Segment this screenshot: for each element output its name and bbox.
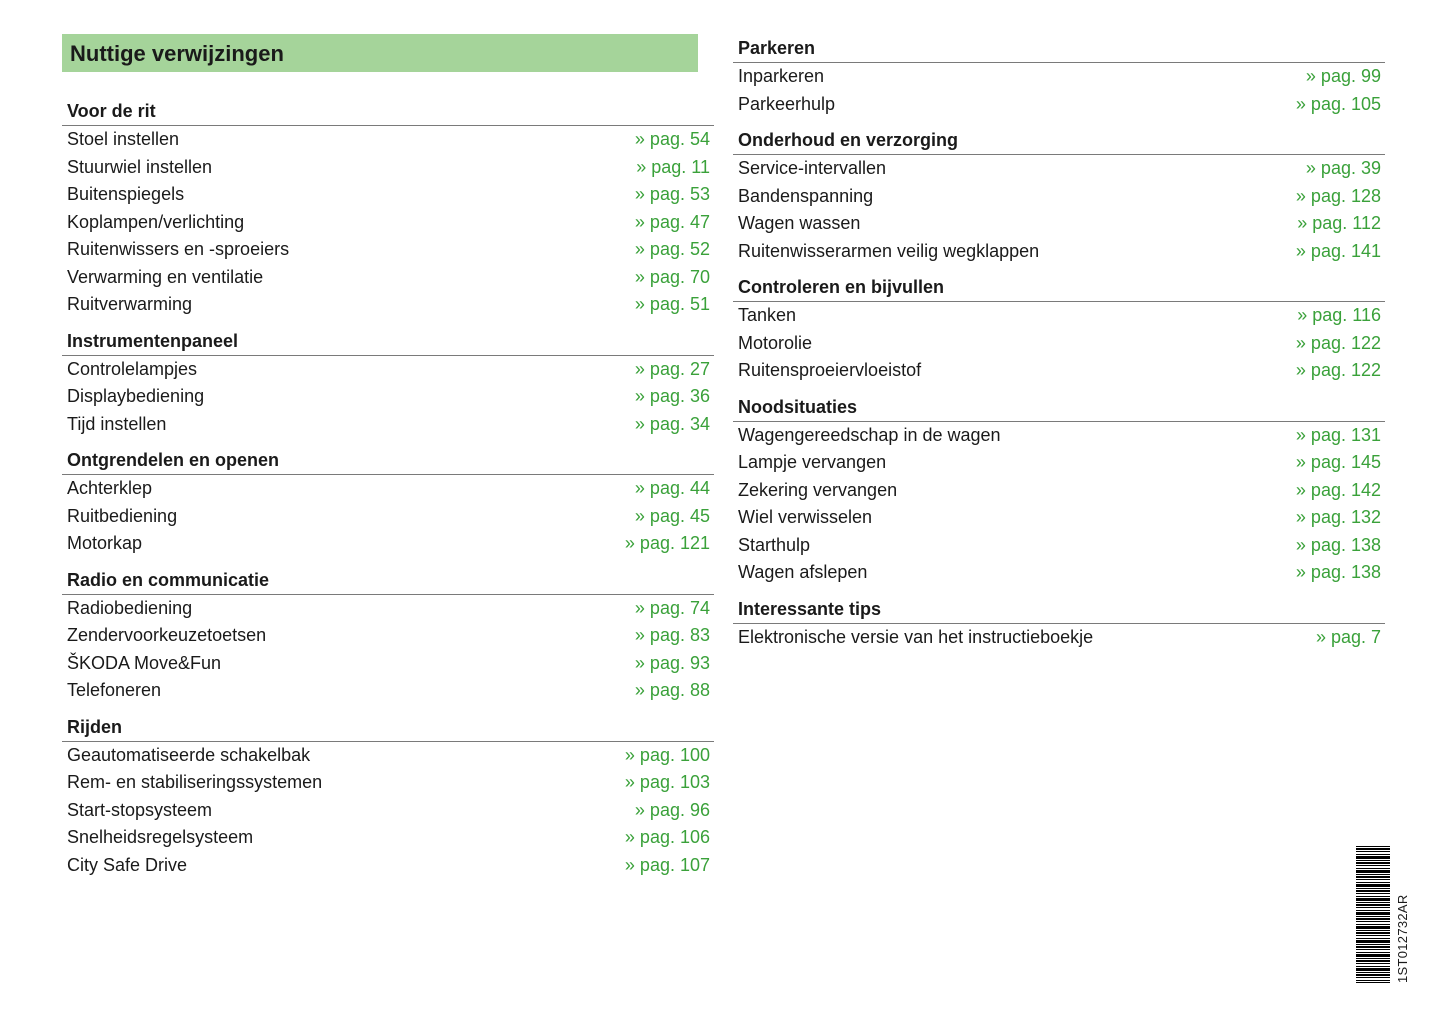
row-label: Lampje vervangen (738, 452, 887, 472)
reference-row[interactable] (62, 530, 714, 558)
reference-row[interactable] (62, 209, 714, 237)
page-reference-link[interactable]: » pag. 36 (634, 386, 710, 406)
reference-row[interactable] (733, 532, 1385, 560)
page-reference-link[interactable]: » pag. 103 (624, 772, 710, 792)
reference-row[interactable] (733, 422, 1385, 450)
section (62, 96, 714, 319)
page-reference-link[interactable]: » pag. 132 (1295, 507, 1381, 527)
page-reference-link[interactable]: » pag. 116 (1297, 305, 1381, 325)
section-heading: Controleren en bijvullen (733, 272, 1385, 302)
reference-row[interactable] (62, 742, 714, 770)
right-column (733, 33, 1385, 658)
row-label: Wagengereedschap in de wagen (738, 424, 1001, 445)
reference-row[interactable] (62, 824, 714, 852)
section (733, 33, 1385, 118)
section-heading: Ontgrendelen en openen (62, 445, 714, 475)
reference-row[interactable] (733, 477, 1385, 505)
row-label: Stoel instellen (67, 129, 180, 149)
page-reference-link[interactable]: » pag. 34 (634, 413, 710, 434)
page-reference-link[interactable]: » pag. 138 (1295, 534, 1381, 555)
page-reference-link[interactable]: » pag. 11 (636, 156, 710, 177)
row-label: Tanken (738, 305, 797, 325)
reference-row[interactable] (62, 595, 714, 623)
reference-row[interactable] (733, 624, 1385, 652)
page-reference-link[interactable]: » pag. 27 (634, 358, 710, 379)
page-reference-link[interactable]: » pag. 96 (634, 799, 710, 820)
reference-row[interactable] (733, 302, 1385, 330)
page-reference-link[interactable]: » pag. 88 (634, 680, 710, 700)
left-column (62, 96, 714, 886)
row-label: Wiel verwisselen (738, 507, 873, 527)
row-label: Achterklep (67, 478, 153, 498)
row-label: Radiobediening (67, 597, 193, 618)
page-reference-link[interactable]: » pag. 53 (634, 184, 710, 204)
reference-row[interactable] (62, 650, 714, 678)
row-label: Wagen afslepen (738, 562, 868, 582)
reference-row[interactable] (733, 330, 1385, 358)
section (62, 445, 714, 558)
reference-row[interactable] (62, 383, 714, 411)
reference-row[interactable] (62, 475, 714, 503)
reference-row[interactable] (733, 63, 1385, 91)
reference-row[interactable] (733, 357, 1385, 385)
page-reference-link[interactable]: » pag. 128 (1295, 185, 1381, 206)
page-reference-link[interactable]: » pag. 122 (1295, 332, 1381, 353)
row-label: Bandenspanning (738, 185, 874, 206)
section-heading: Noodsituaties (733, 392, 1385, 422)
section-heading: Rijden (62, 712, 714, 742)
page-reference-link[interactable]: » pag. 131 (1295, 424, 1381, 445)
row-label: Telefoneren (67, 680, 162, 700)
reference-row[interactable] (62, 236, 714, 264)
section (733, 272, 1385, 385)
page-title: Nuttige verwijzingen (62, 34, 698, 72)
page-reference-link[interactable]: » pag. 70 (634, 266, 710, 287)
page-reference-link[interactable]: » pag. 107 (624, 854, 710, 875)
section-heading: Instrumentenpaneel (62, 326, 714, 356)
row-label: Zendervoorkeuzetoetsen (67, 625, 267, 645)
reference-row[interactable] (733, 183, 1385, 211)
section (62, 712, 714, 880)
row-label: Parkeerhulp (738, 93, 836, 114)
reference-row[interactable] (62, 503, 714, 531)
page-reference-link[interactable]: » pag. 54 (634, 129, 710, 149)
row-label: Service-intervallen (738, 158, 887, 178)
section (733, 594, 1385, 652)
page-reference-link[interactable]: » pag. 39 (1305, 158, 1381, 178)
page-reference-link[interactable]: » pag. 45 (634, 505, 710, 526)
page-reference-link[interactable]: » pag. 138 (1295, 562, 1381, 582)
row-label: Snelheidsregelsysteem (67, 827, 254, 847)
page-reference-link[interactable]: » pag. 7 (1315, 626, 1381, 647)
section (62, 565, 714, 705)
row-label: Displaybediening (67, 386, 205, 406)
row-label: Rem- en stabiliseringssystemen (67, 772, 323, 792)
page-reference-link[interactable]: » pag. 93 (634, 652, 710, 673)
section (733, 125, 1385, 265)
page-reference-link[interactable]: » pag. 52 (634, 239, 710, 259)
row-label: Controlelampjes (67, 358, 198, 379)
section-heading: Interessante tips (733, 594, 1385, 624)
row-label: Wagen wassen (738, 213, 861, 233)
page-reference-link[interactable]: » pag. 112 (1297, 213, 1381, 233)
row-label: Tijd instellen (67, 413, 167, 434)
page-reference-link[interactable]: » pag. 44 (634, 478, 710, 498)
reference-row[interactable] (62, 154, 714, 182)
page-reference-link[interactable]: » pag. 51 (634, 294, 710, 314)
section-heading: Parkeren (733, 33, 1385, 63)
page-reference-link[interactable]: » pag. 74 (634, 597, 710, 618)
row-label: Ruitenwisserarmen veilig wegklappen (738, 240, 1040, 261)
row-label: Ruitensproeiervloeistof (738, 360, 922, 380)
page-reference-link[interactable]: » pag. 100 (624, 744, 710, 765)
page-reference-link[interactable]: » pag. 105 (1295, 93, 1381, 114)
row-label: Geautomatiseerde schakelbak (67, 744, 311, 765)
row-label: Verwarming en ventilatie (67, 266, 264, 287)
row-label: Ruitbediening (67, 505, 178, 526)
reference-row[interactable] (62, 181, 714, 209)
row-label: Koplampen/verlichting (67, 211, 245, 232)
reference-row[interactable] (733, 155, 1385, 183)
page-reference-link[interactable]: » pag. 122 (1295, 360, 1381, 380)
row-label: City Safe Drive (67, 854, 188, 875)
page-reference-link[interactable]: » pag. 145 (1295, 452, 1381, 472)
row-label: Stuurwiel instellen (67, 156, 213, 177)
reference-row[interactable] (62, 769, 714, 797)
reference-row[interactable] (733, 238, 1385, 266)
page-reference-link[interactable]: » pag. 121 (624, 533, 710, 553)
page-reference-link[interactable]: » pag. 83 (634, 625, 710, 645)
page-reference-link[interactable]: » pag. 47 (634, 211, 710, 232)
reference-row[interactable] (733, 559, 1385, 587)
page-reference-link[interactable]: » pag. 141 (1295, 240, 1381, 261)
row-label: ŠKODA Move&Fun (67, 652, 222, 673)
barcode-image (1356, 846, 1390, 983)
reference-row[interactable] (733, 91, 1385, 119)
page-reference-link[interactable]: » pag. 106 (624, 827, 710, 847)
reference-row[interactable] (62, 356, 714, 384)
row-label: Elektronische versie van het instructieboekje (738, 626, 1094, 647)
reference-row[interactable] (62, 677, 714, 705)
section-heading: Voor de rit (62, 96, 714, 126)
row-label: Ruitverwarming (67, 294, 193, 314)
section (62, 326, 714, 439)
reference-row[interactable] (62, 852, 714, 880)
reference-row[interactable] (62, 622, 714, 650)
reference-row[interactable] (62, 264, 714, 292)
reference-row[interactable] (62, 797, 714, 825)
row-label: Motorolie (738, 332, 813, 353)
row-label: Motorkap (67, 533, 143, 553)
page-reference-link[interactable]: » pag. 142 (1295, 479, 1381, 500)
reference-row[interactable] (733, 210, 1385, 238)
reference-row[interactable] (733, 504, 1385, 532)
section-heading: Radio en communicatie (62, 565, 714, 595)
reference-row[interactable] (62, 411, 714, 439)
row-label: Starthulp (738, 534, 811, 555)
row-label: Inparkeren (738, 66, 825, 86)
reference-row[interactable] (62, 126, 714, 154)
barcode-code: 1ST012732AR (1395, 894, 1410, 983)
row-label: Zekering vervangen (738, 479, 898, 500)
row-label: Buitenspiegels (67, 184, 185, 204)
section (733, 392, 1385, 587)
reference-row[interactable] (62, 291, 714, 319)
row-label: Start-stopsysteem (67, 799, 213, 820)
page-reference-link[interactable]: » pag. 99 (1305, 66, 1381, 86)
section-heading: Onderhoud en verzorging (733, 125, 1385, 155)
reference-row[interactable] (733, 449, 1385, 477)
row-label: Ruitenwissers en -sproeiers (67, 239, 290, 259)
